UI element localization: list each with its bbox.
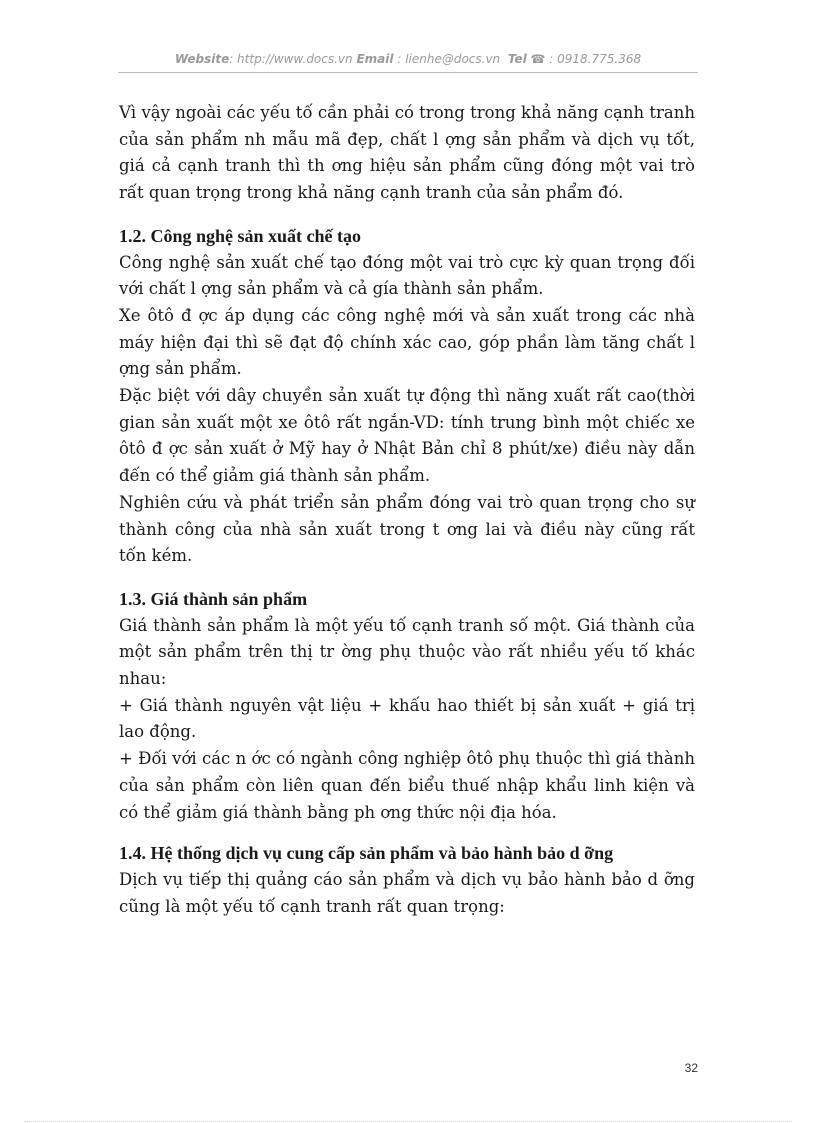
page-number: 32 — [684, 1061, 698, 1075]
section-heading-1-4: 1.4. Hệ thống dịch vụ cung cấp sản phẩm và bảo hành bảo d ỡng — [119, 843, 614, 864]
paragraph: + Giá thành nguyên vật liệu + khấu hao thiết bị sản xuất + giá trị lao động. — [119, 695, 695, 742]
header-email-label: Email — [356, 52, 394, 66]
page-content — [119, 100, 695, 920]
paragraph: Nghiên cứu và phát triển sản phẩm đóng vai trò quan trọng cho sự thành công của nhà sản xuất trong t ơng lai và điều này cũng rất tốn kém. — [119, 492, 695, 566]
paragraph: Xe ôtô đ ợc áp dụng các công nghệ mới và sản xuất trong các nhà máy hiện đại thì sẽ đạt độ chính xác cao, góp phần làm tăng chất l ợng sản phẩm. — [119, 305, 695, 379]
page-header — [118, 52, 698, 66]
paragraph: Giá thành sản phẩm là một yếu tố cạnh tranh số một. Giá thành của một sản phẩm trên thị tr ờng phụ thuộc vào rất nhiều yếu tố khác nhau: — [119, 615, 695, 689]
paragraph: Dịch vụ tiếp thị quảng cáo sản phẩm và dịch vụ bảo hành bảo d ỡng cũng là một yếu tố cạnh tranh rất quan trọng: — [119, 869, 695, 916]
paragraph: Đặc biệt với dây chuyền sản xuất tự động thì năng xuất rất cao(thời gian sản xuất một xe ôtô rất ngắn-VD: tính trung bình một chiếc xe ôtô đ ợc sản xuất ở Mỹ hay ở Nhật Bản chỉ 8 phút/xe) điều này dẫn đến có thể giảm giá thành sản phẩm. — [119, 386, 695, 486]
paragraph: + Đối với các n ớc có ngành công nghiệp ôtô phụ thuộc thì giá thành của sản phẩm còn liên quan đến biểu thuế nhập khẩu linh kiện và có thể giảm giá thành bằng ph ơng thức nội địa hóa. — [119, 749, 695, 822]
header-email-value: : lienhe@docs.vn — [393, 52, 501, 66]
page-bottom-divider — [24, 1121, 792, 1122]
paragraph: Công nghệ sản xuất chế tạo đóng một vai trò cực kỳ quan trọng đối với chất l ợng sản phẩm và cả gía thành sản phẩm. — [119, 252, 695, 299]
section-heading-1-3: 1.3. Giá thành sản phẩm — [119, 588, 308, 609]
header-divider — [118, 72, 698, 73]
header-website-label: Website — [174, 52, 230, 66]
section-heading-1-2: 1.2. Công nghệ sản xuất chế tạo — [119, 225, 362, 246]
header-website-value: : http://www.docs.vn — [229, 52, 353, 66]
header-tel-label: Tel — [507, 52, 527, 66]
header-tel-value: ☎ : 0918.775.368 — [526, 52, 642, 66]
paragraph: Vì vậy ngoài các yếu tố cần phải có trong trong khả năng cạnh tranh của sản phẩm nh mẫu mã đẹp, chất l ợng sản phẩm và dịch vụ tốt, giá cả cạnh tranh thì th ơng hiệu sản phẩm cũng đóng một vai trò rất quan trọng trong khả năng cạnh tranh của sản phẩm đó. — [119, 103, 695, 203]
